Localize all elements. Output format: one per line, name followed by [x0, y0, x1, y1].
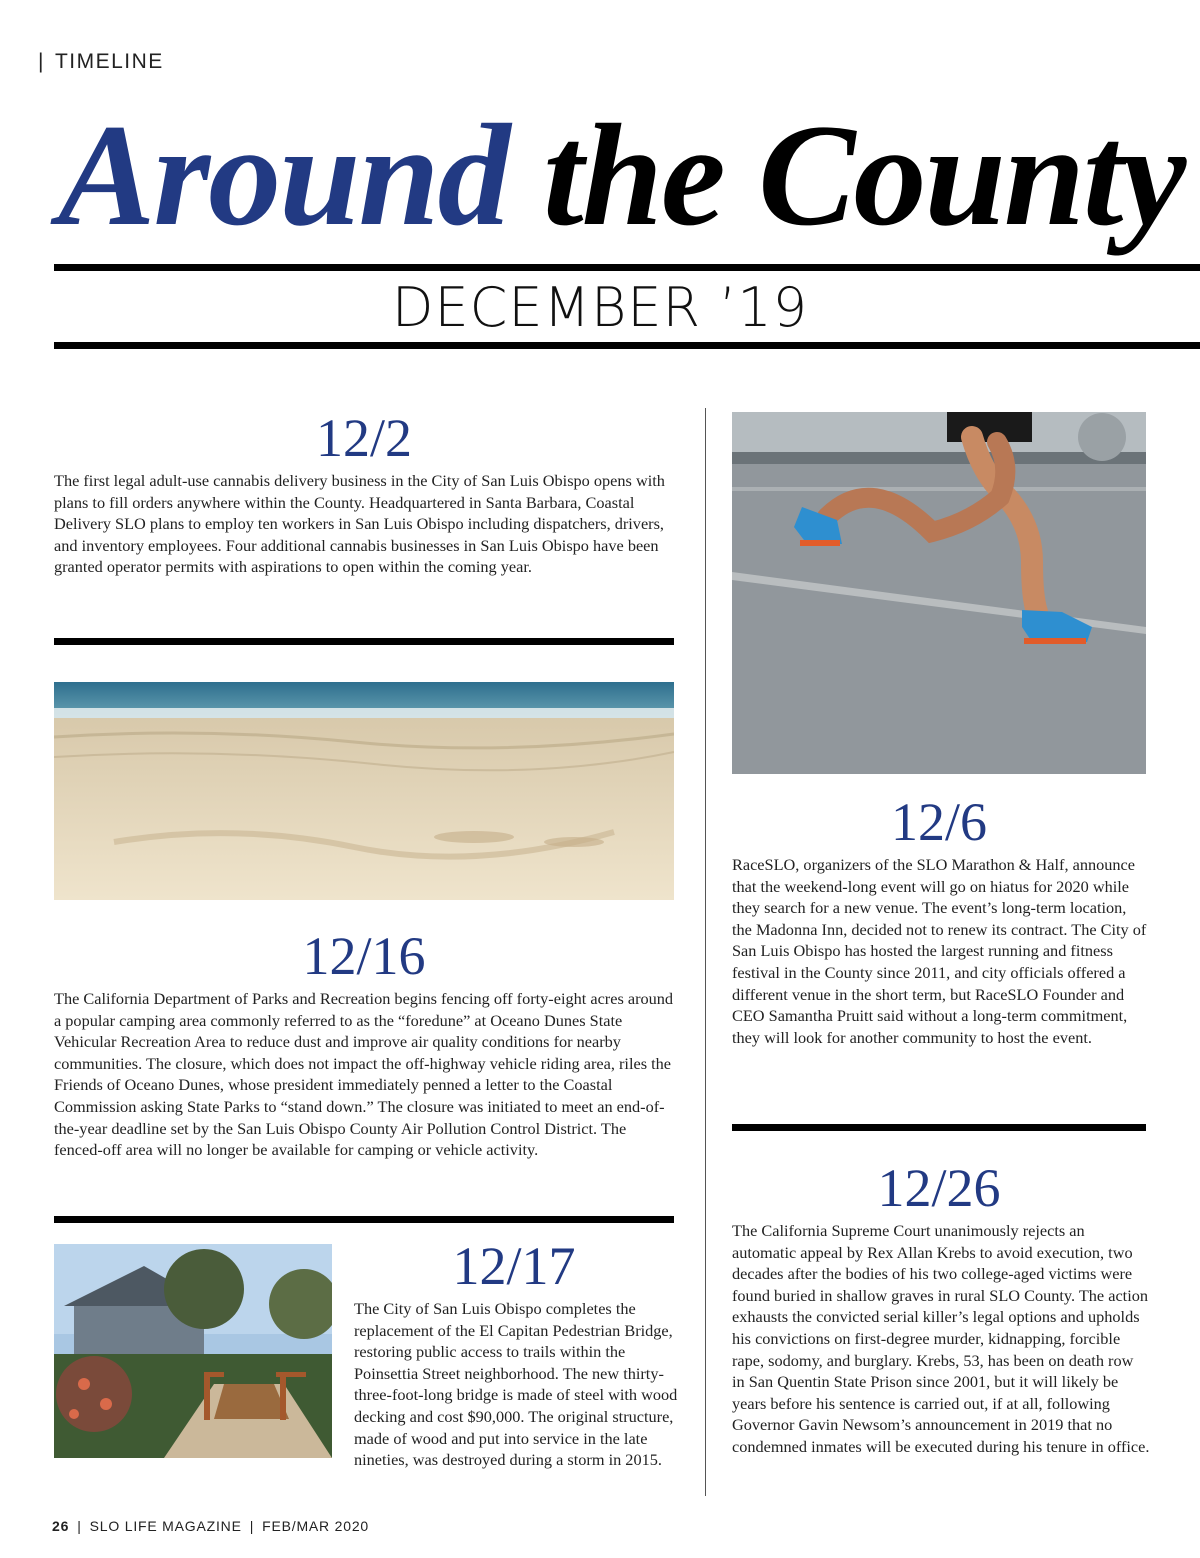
section-name: TIMELINE: [54, 50, 164, 73]
page-number: 26: [52, 1518, 70, 1534]
divider-rule: [54, 638, 674, 645]
entry-12-6-text: RaceSLO, organizers of the SLO Marathon & Half, announce that the weekend-long event will go on hiatus for 2020 while they search for a new venue. The event’s long-term location, the Madonna Inn, decided not to renew its contract. The City of San Luis Obispo has hosted the largest running and fitness festival in the County since 2011, and city officials offered a different venue in the short term, but RaceSLO Founder and CEO Samantha Pruitt said without a long-term commitment, they will look for another community to host the event.: [732, 855, 1147, 1047]
date-12-26: 12/26: [877, 1158, 1001, 1218]
month-heading: DECEMBER ’19: [391, 276, 809, 339]
footer-separator: |: [249, 1518, 255, 1534]
section-label: [38, 50, 164, 74]
date-12-17: 12/17: [452, 1236, 576, 1296]
page-footer: [52, 1518, 369, 1534]
entry-12-2-text: The first legal adult-use cannabis delivery business in the City of San Luis Obispo opens with plans to fill orders anywhere within the County. Headquartered in Santa Barbara, Coastal Delivery SLO plans to employ ten workers in San Luis Obispo including dispatchers, drivers, and inventory employees. Four additional cannabis businesses in San Luis Obispo have been granted operator permits with aspirations to open within the coming year.: [54, 471, 665, 577]
date-12-16: 12/16: [302, 926, 426, 986]
divider-rule: [54, 1216, 674, 1223]
entry-12-16-text: The California Department of Parks and Recreation begins fencing off forty-eight acres around a popular camping area commonly referred to as the “foredune” at Oceano Dunes State Vehicular Recreation Area to reduce dust and improve air quality conditions for nearby communities. The closure, which does not impact the off-highway vehicle riding area, riles the Friends of Oceano Dunes, whose president immediately penned a letter to the Coastal Commission asking State Parks to “stand down.” The closure was initiated to meet an end-of-the-year deadline set by the San Luis Obispo County Air Pollution Control District. The fenced-off area will no longer be available for camping or vehicle activity.: [54, 989, 674, 1160]
date-12-6: 12/6: [890, 792, 987, 852]
magazine-name: SLO LIFE MAGAZINE: [89, 1518, 242, 1534]
title-words-the-county: the County: [543, 94, 1185, 256]
beach-dunes-photo: [54, 682, 674, 900]
page-title: [58, 94, 1198, 256]
entry-12-17-text: The City of San Luis Obispo completes the replacement of the El Capitan Pedestrian Bridge, restoring public access to trails within the Poinsettia Street neighborhood. The new thirty-three-foot-long bridge is made of steel with wood decking and cost $90,000. The original structure, made of wood and put into service in the late nineties, was destroyed during a storm in 2015.: [354, 1299, 678, 1470]
divider-rule: [732, 1124, 1146, 1131]
header-rule-top: [54, 264, 1200, 271]
column-divider: [705, 408, 706, 1496]
section-bar: |: [38, 50, 45, 73]
entry-12-26-text: The California Supreme Court unanimously rejects an automatic appeal by Rex Allan Krebs to avoid execution, two decades after the bodies of his two college-aged victims were found buried in shallow graves in rural SLO County. The action exhausts the convicted serial killer’s legal options and upholds his convictions on first-degree murder, kidnapping, forcible rape, sodomy, and burglary. Krebs, 53, has been on death row in San Quentin State Prison since 2001, but it will likely be years before his sentence is carried out, if at all, following Governor Gavin Newsom’s announcement in 2019 that no condemned inmates will be executed during his tenure in office.: [732, 1221, 1150, 1456]
header-rule-bottom: [54, 342, 1200, 349]
runner-photo: [732, 412, 1146, 774]
date-12-2: 12/2: [315, 408, 412, 468]
title-word-around: Around: [58, 94, 509, 256]
pedestrian-bridge-photo: [54, 1244, 332, 1458]
issue-date: FEB/MAR 2020: [262, 1518, 370, 1534]
beach-dunes-image: [54, 682, 674, 900]
pedestrian-bridge-image: [54, 1244, 332, 1458]
runner-image: [732, 412, 1146, 774]
footer-separator: |: [77, 1518, 82, 1534]
